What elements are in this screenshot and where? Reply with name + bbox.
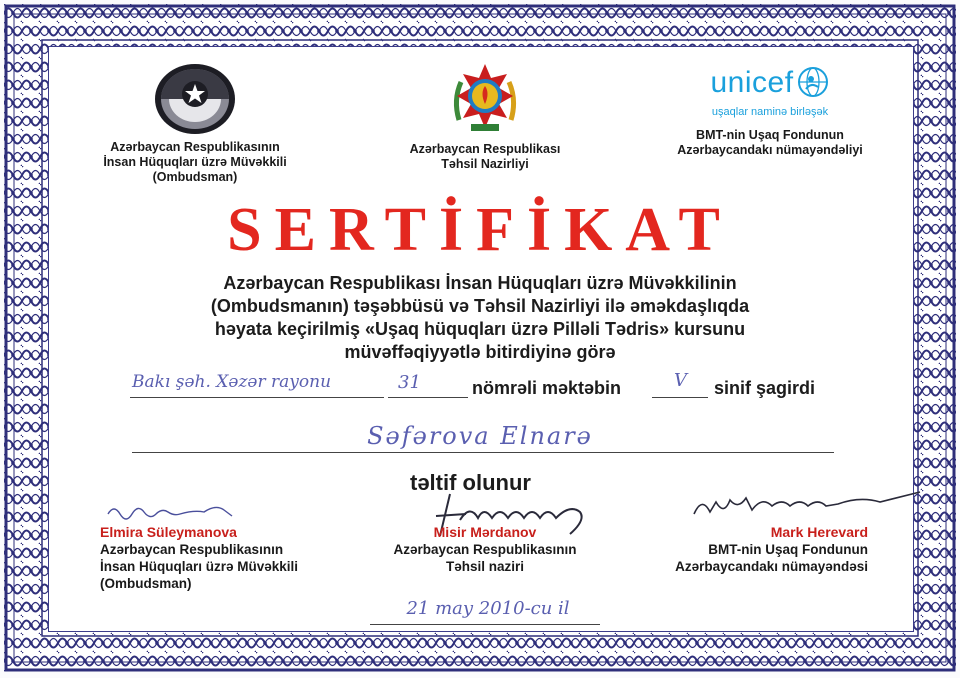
- signatory-role-line: Azərbaycandakı nümayəndəsi: [675, 559, 868, 574]
- name-underline: [132, 452, 834, 453]
- signatory-role-line: İnsan Hüquqları üzrə Müvəkkili: [100, 559, 299, 574]
- body-line-2: (Ombudsmanın) təşəbbüsü və Təhsil Nazirliyi ilə əməkdaşlıqda: [210, 296, 750, 316]
- signature-unicef-icon: [690, 486, 930, 526]
- signatory-unicef: [640, 524, 868, 575]
- handwritten-grade: V: [674, 370, 687, 391]
- signatory-ombudsman: [100, 524, 298, 592]
- certificate-body-text: [0, 272, 960, 364]
- awarded-text: təltif olunur: [410, 470, 531, 495]
- school-label: nömrəli məktəbin: [472, 378, 622, 398]
- unicef-caption-2: Azərbaycandakı nümayəndəliyi: [677, 143, 863, 157]
- unicef-globe-icon: [796, 65, 830, 99]
- signature-ombudsman-icon: [104, 496, 244, 526]
- student-name: Səfərova Elnarə: [367, 422, 593, 450]
- unicef-wordmark: unicef: [710, 65, 794, 99]
- ombudsman-caption-3: (Ombudsman): [152, 170, 238, 184]
- number-underline: [388, 397, 468, 398]
- signatory-role-line: Azərbaycan Respublikasının: [393, 542, 577, 557]
- signatory-minister: [360, 524, 610, 575]
- grade-label: sinif şagirdi: [714, 378, 816, 398]
- azerbaijan-state-emblem-icon: [449, 60, 521, 138]
- signatory-name: Elmira Süleymanova: [100, 524, 237, 540]
- signatory-name: Misir Mərdanov: [433, 524, 537, 540]
- date-underline: [370, 624, 600, 625]
- ministry-logo-block: [385, 60, 585, 172]
- ombudsman-emblem-icon: [153, 62, 237, 136]
- body-line-4: müvəffəqiyyətlə bitirdiyinə görə: [344, 342, 616, 362]
- signatory-role-line: BMT-nin Uşaq Fondunun: [708, 542, 868, 557]
- ministry-caption-1: Azərbaycan Respublikası: [409, 142, 561, 156]
- grade-underline: [652, 397, 708, 398]
- certificate-date: 21 may 2010-cu il: [406, 598, 570, 619]
- ministry-caption-2: Təhsil Nazirliyi: [441, 157, 529, 171]
- handwritten-school-number: 31: [398, 372, 421, 393]
- body-line-1: Azərbaycan Respublikası İnsan Hüquqları üzrə Müvəkkilinin: [223, 273, 737, 293]
- unicef-caption-1: BMT-nin Uşaq Fondunun: [696, 128, 844, 142]
- signatory-role-line: Azərbaycan Respublikasının: [100, 542, 284, 557]
- handwritten-place: Bakı şəh. Xəzər rayonu: [132, 372, 332, 392]
- unicef-tagline: uşaqlar naminə birləşək: [711, 106, 829, 118]
- ombudsman-logo-block: [90, 62, 300, 185]
- place-underline: [130, 397, 384, 398]
- ombudsman-caption-1: Azərbaycan Respublikasının: [110, 140, 280, 154]
- signatory-role-line: (Ombudsman): [100, 576, 192, 591]
- body-line-3: həyata keçirilmiş «Uşaq hüquqları üzrə Pilləli Tədris» kursunu: [214, 319, 746, 339]
- unicef-logo-block: [660, 62, 880, 158]
- ombudsman-caption-2: İnsan Hüquqları üzrə Müvəkkili: [103, 155, 287, 169]
- signatory-name: Mark Herevard: [770, 524, 868, 540]
- signatory-role-line: Təhsil naziri: [445, 559, 525, 574]
- certificate-title: SERTİFİKAT: [227, 196, 733, 264]
